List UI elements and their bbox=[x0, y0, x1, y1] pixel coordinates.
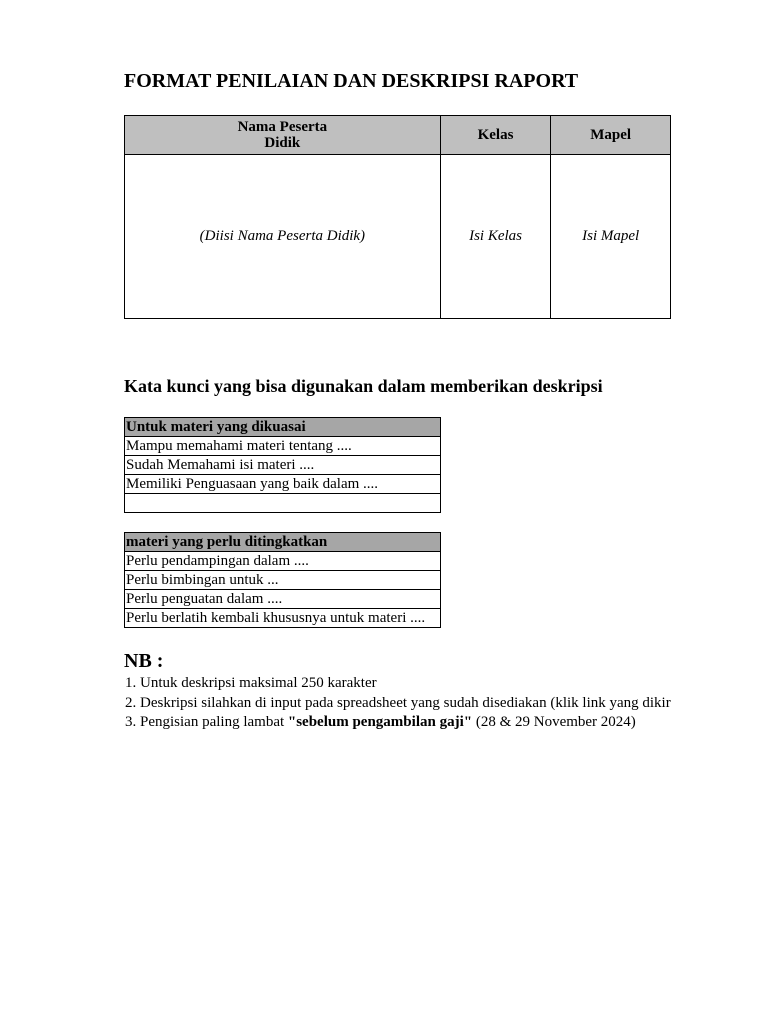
mastered-keyword-empty bbox=[125, 494, 441, 513]
mastered-keyword-2: Sudah Memahami isi materi .... bbox=[125, 456, 441, 475]
mastered-header: Untuk materi yang dikuasai bbox=[125, 418, 441, 437]
table-row bbox=[125, 609, 441, 628]
table-row bbox=[125, 475, 441, 494]
nb-note-1: 1. Untuk deskripsi maksimal 250 karakter bbox=[125, 675, 377, 691]
improve-header: materi yang perlu ditingkatkan bbox=[125, 533, 441, 552]
table-row bbox=[125, 437, 441, 456]
improve-header-row bbox=[125, 533, 441, 552]
nb-note-2: 2. Deskripsi silahkan di input pada spreadsheet yang sudah disediakan (klik link yang dikir bbox=[125, 694, 671, 711]
header-name-line1: Nama Peserta bbox=[237, 119, 328, 135]
nb-note-3 bbox=[125, 713, 671, 733]
cell-kelas: Isi Kelas bbox=[440, 155, 551, 319]
keywords-heading: Kata kunci yang bisa digunakan dalam memberikan deskripsi bbox=[124, 376, 603, 396]
student-info-table bbox=[124, 115, 671, 319]
page-title: FORMAT PENILAIAN DAN DESKRIPSI RAPORT bbox=[124, 70, 579, 92]
mastered-header-row bbox=[125, 418, 441, 437]
improve-keyword-1: Perlu pendampingan dalam .... bbox=[125, 552, 441, 571]
improve-keywords-table bbox=[124, 532, 441, 628]
nb-note-3-emphasis: "sebelum pengambilan gaji" bbox=[287, 714, 473, 730]
nb-heading: NB : bbox=[124, 650, 164, 672]
cell-mapel: Isi Mapel bbox=[551, 155, 671, 319]
mastered-keyword-1: Mampu memahami materi tentang .... bbox=[125, 437, 441, 456]
nb-note-3-prefix: 3. Pengisian paling lambat bbox=[125, 714, 288, 730]
mastered-keywords-table bbox=[124, 417, 441, 513]
table-row bbox=[125, 456, 441, 475]
mastered-keyword-3: Memiliki Penguasaan yang baik dalam .... bbox=[125, 475, 441, 494]
header-mapel: Mapel bbox=[551, 116, 671, 155]
nb-note-3-suffix: (28 & 29 November 2024) bbox=[472, 714, 636, 730]
improve-keyword-3: Perlu penguatan dalam .... bbox=[125, 590, 441, 609]
cell-student-name: (Diisi Nama Peserta Didik) bbox=[125, 155, 441, 319]
header-nama-peserta-didik bbox=[125, 116, 441, 155]
table-row bbox=[125, 552, 441, 571]
nb-notes-list bbox=[125, 674, 671, 733]
header-name-line2: Didik bbox=[264, 135, 301, 151]
improve-keyword-4: Perlu berlatih kembali khususnya untuk materi .... bbox=[125, 609, 441, 628]
student-table-header-row bbox=[125, 116, 671, 155]
table-row bbox=[125, 590, 441, 609]
table-row bbox=[125, 494, 441, 513]
table-row bbox=[125, 571, 441, 590]
improve-keyword-2: Perlu bimbingan untuk ... bbox=[125, 571, 441, 590]
header-kelas: Kelas bbox=[440, 116, 551, 155]
student-table-row bbox=[125, 155, 671, 319]
